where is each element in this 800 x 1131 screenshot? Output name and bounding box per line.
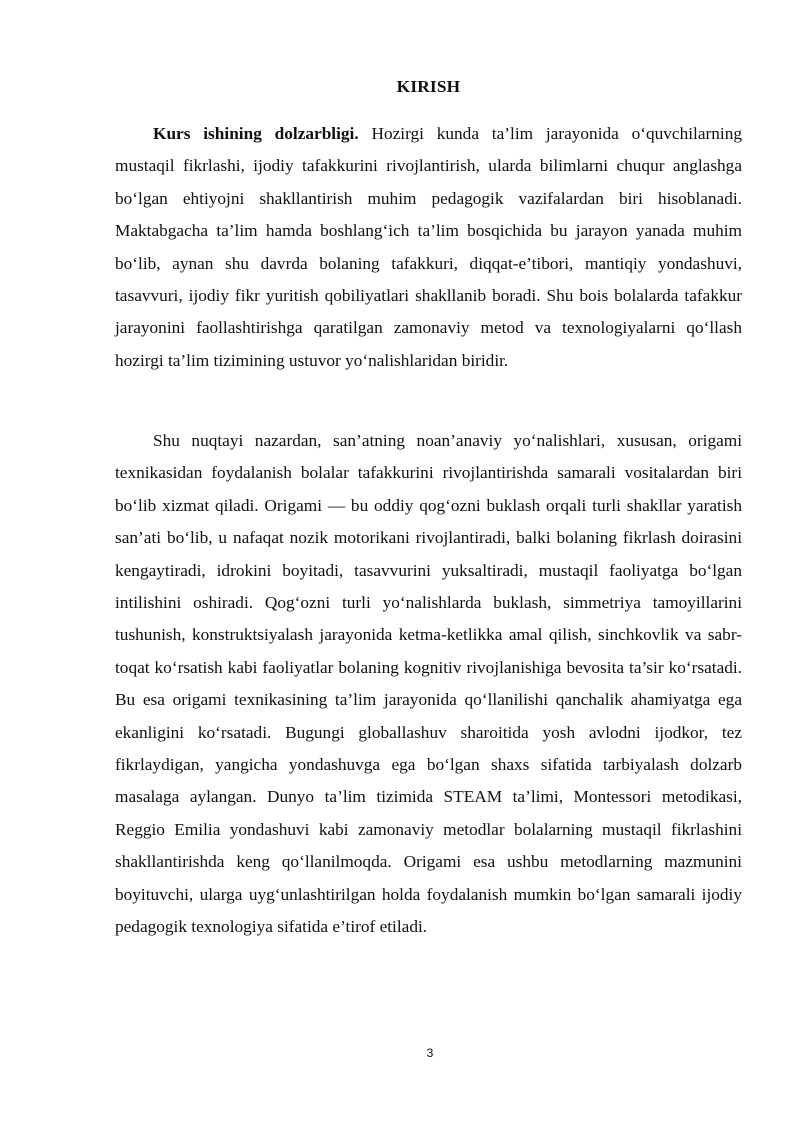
paragraph-origami xyxy=(115,425,742,944)
page-number: 3 xyxy=(426,1046,434,1060)
paragraph-body: Hozirgi kunda ta’lim jarayonida o‘quvchilarning mustaqil fikrlashi, ijodiy tafakkurini rivojlantirish, ularda bilimlarni chuqur anglashga bo‘lgan ehtiyojni shakllantirish muhim pedagogik vazifalardan biri hisoblanadi. Maktabgacha ta’lim hamda boshlang‘ich ta’lim bosqichida bu jarayon yanada muhim bo‘lib, aynan shu davrda bolaning tafakkuri, diqqat-e’tibori, mantiqiy yondashuvi, tasavvuri, ijodiy fikr yuritish qobiliyatlari shakllanib boradi. Shu bois bolalarda tafakkur jarayonini faollashtirishga qaratilgan zamonaviy metod va texnologiyalarni qo‘llash hozirgi ta’lim tizimining ustuvor yo‘nalishlaridan biridir. xyxy=(115,124,742,370)
paragraph-lead-heading: Kurs ishining dolzarbligi. xyxy=(153,124,359,143)
section-title: KIRISH xyxy=(396,77,461,96)
paragraph-body: Shu nuqtayi nazardan, san’atning noan’anaviy yo‘nalishlari, xususan, origami texnikasidan foydalanish bolalar tafakkurini rivojlantirishda samarali vositalardan biri bo‘lib xizmat qiladi. Origami — bu oddiy qog‘ozni buklash orqali turli shakllar yaratish san’ati bo‘lib, u nafaqat nozik motorikani rivojlantiradi, balki bolaning fikrlash doirasini kengaytiradi, idrokini boyitadi, tasavvurini yuksaltiradi, mustaqil faoliyatga bo‘lgan intilishini oshiradi. Qog‘ozni turli yo‘nalishlarda buklash, simmetriya tamoyillarini tushunish, konstruktsiyalash jarayonida ketma-ketlikka amal qilish, sinchkovlik va sabr-toqat ko‘rsatish kabi faoliyatlar bolaning kognitiv rivojlanishiga bevosita ta’sir ko‘rsatadi. Bu esa origami texnikasining ta’lim jarayonida qo‘llanilishi qanchalik ahamiyatga ega ekanligini ko‘rsatadi. Bugungi globallashuv sharoitida yosh avlodni ijodkor, tez fikrlaydigan, yangicha yondashuvga ega bo‘lgan shaxs sifatida tarbiyalash dolzarb masalaga aylangan. Dunyo ta’lim tizimida STEAM ta’limi, Montessori metodikasi, Reggio Emilia yondashuvi kabi zamonaviy metodlar bolalarning mustaqil fikrlashini shakllantirishda keng qo‘llanilmoqda. Origami esa ushbu metodlarning mazmunini boyituvchi, ularga uyg‘unlashtirilgan holda foydalanish mumkin bo‘lgan samarali ijodiy pedagogik texnologiya sifatida e’tirof etiladi. xyxy=(115,431,742,937)
paragraph-relevance xyxy=(115,118,742,377)
